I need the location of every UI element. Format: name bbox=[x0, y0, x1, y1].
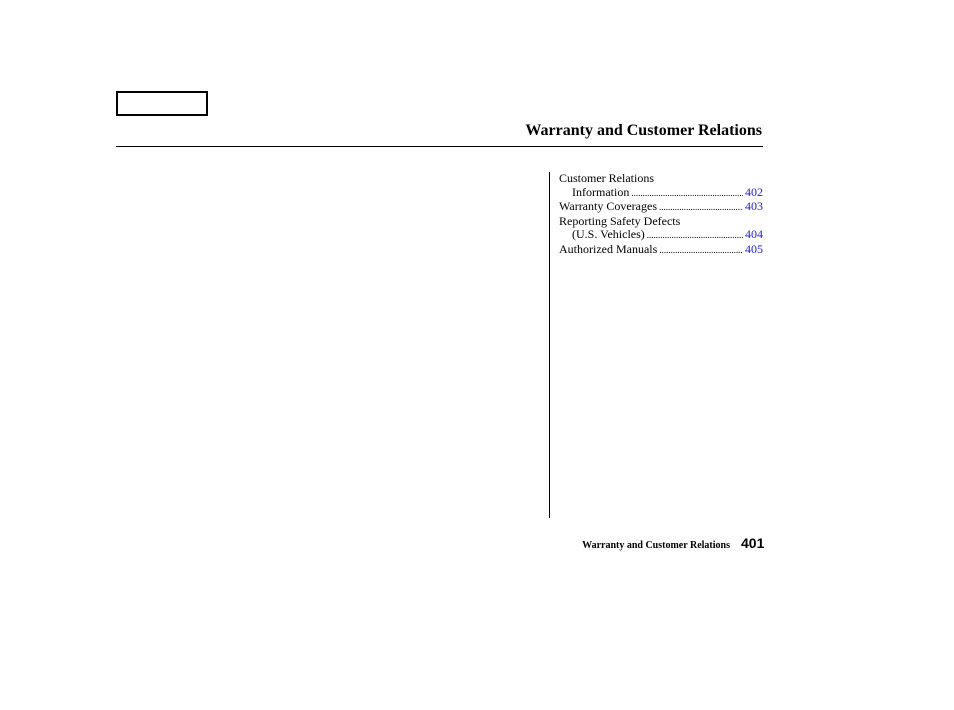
toc-entry-label: Reporting Safety Defects bbox=[559, 213, 681, 228]
dot-leader bbox=[659, 244, 743, 258]
toc-entry-warranty-coverages[interactable] bbox=[559, 200, 763, 215]
dot-leader bbox=[631, 187, 743, 201]
toc-entry-label: Customer Relations bbox=[559, 171, 654, 185]
title-divider bbox=[116, 146, 763, 147]
dot-leader bbox=[659, 201, 743, 215]
toc-entry-label: Warranty Coverages bbox=[559, 199, 657, 213]
main-menu-button[interactable] bbox=[116, 91, 208, 116]
page-title: Warranty and Customer Relations bbox=[525, 122, 762, 139]
toc-entry-customer-relations[interactable] bbox=[559, 186, 763, 201]
footer-page-number: 401 bbox=[741, 535, 765, 551]
toc-page-link[interactable]: 403 bbox=[745, 199, 763, 213]
footer-section-title: Warranty and Customer Relations bbox=[582, 540, 730, 551]
toc-page-link[interactable]: 402 bbox=[745, 184, 763, 199]
toc-entry-safety-defects[interactable] bbox=[559, 228, 763, 243]
toc-entry-label: Authorized Manuals bbox=[559, 241, 658, 256]
toc-entry-label: Information bbox=[572, 184, 630, 199]
toc-page-link[interactable]: 404 bbox=[745, 227, 763, 241]
column-divider bbox=[549, 172, 550, 518]
toc-entry-customer-relations-heading bbox=[559, 172, 763, 186]
dot-leader bbox=[647, 229, 743, 243]
toc-page-link[interactable]: 405 bbox=[745, 241, 763, 256]
table-of-contents bbox=[559, 172, 763, 257]
toc-entry-safety-defects-heading bbox=[559, 215, 763, 229]
toc-entry-authorized-manuals[interactable] bbox=[559, 243, 763, 258]
toc-entry-label: (U.S. Vehicles) bbox=[572, 227, 645, 241]
